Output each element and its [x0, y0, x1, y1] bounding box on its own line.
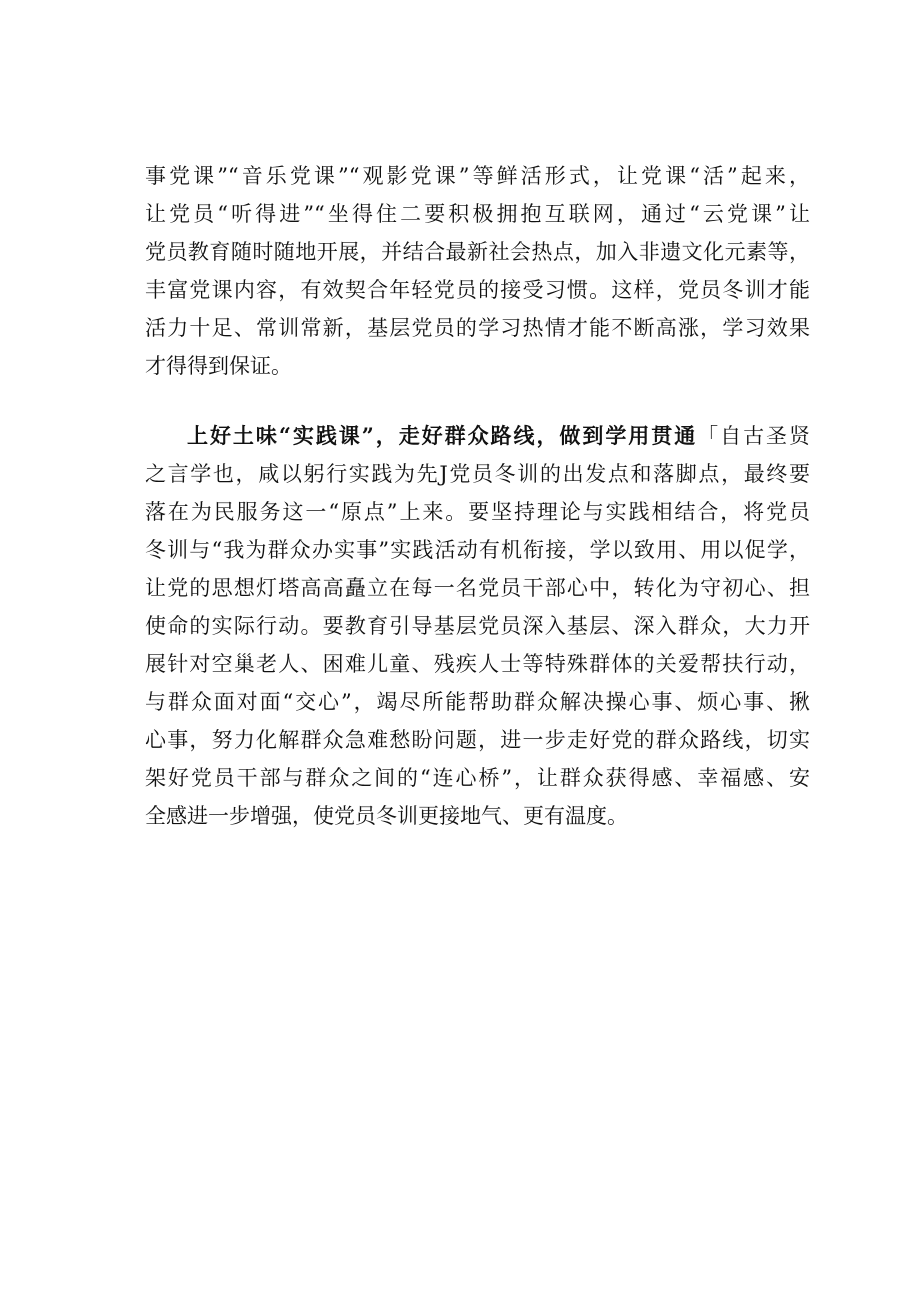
- paragraph-1-line-5: 活力十足、常训常新，基层党员的学习热情才能不断高涨，学习效果: [145, 316, 810, 340]
- paragraph-2: [145, 417, 810, 835]
- paragraph-2-line-5: 让党的思想灯塔高高矗立在每一名党员干部心中，转化为守初心、担: [145, 576, 810, 600]
- paragraph-2-line-11: 全感进一步增强，使党员冬训更接地气、更有温度。: [145, 804, 628, 828]
- paragraph-2-line-3: 落在为民服务这一“原点”上来。要坚持理论与实践相结合，将党员: [145, 500, 810, 524]
- paragraph-1-line-6: 才得得到保证。: [145, 354, 292, 378]
- paragraph-2-line-1-rest: 「自古圣贤: [697, 424, 810, 448]
- paragraph-1-line-4: 丰富党课内容，有效契合年轻党员的接受习惯。这样，党员冬训才能: [145, 278, 810, 302]
- paragraph-2-line-8: 与群众面对面“交心”，竭尽所能帮助群众解决操心事、烦心事、揪: [145, 690, 810, 714]
- paragraph-1-line-3: 党员教育随时随地开展，并结合最新社会热点，加入非遗文化元素等，: [145, 240, 810, 264]
- paragraph-1: [145, 157, 810, 385]
- paragraph-2-line-6: 使命的实际行动。要教育引导基层党员深入基层、深入群众，大力开: [145, 614, 810, 638]
- paragraph-2-line-4: 冬训与“我为群众办实事”实践活动有机衔接，学以致用、用以促学，: [145, 538, 810, 562]
- paragraph-1-line-1: 事党课”“音乐党课”“观影党课”等鲜活形式，让党课“活”起来，: [145, 164, 810, 188]
- paragraph-1-line-2: 让党员“听得进”“坐得住二要积极拥抱互联网，通过“云党课”让: [145, 202, 810, 226]
- section-heading: 上好土味“实践课”，走好群众路线，做到学用贯通: [187, 423, 698, 448]
- paragraph-2-line-2: 之言学也，咸以躬行实践为先J党员冬训的出发点和落脚点，最终要: [145, 462, 810, 486]
- paragraph-2-line-10: 架好党员干部与群众之间的“连心桥”，让群众获得感、幸福感、安: [145, 766, 810, 790]
- paragraph-2-line-7: 展针对空巢老人、困难儿童、残疾人士等特殊群体的关爱帮扶行动，: [145, 652, 810, 676]
- paragraph-2-line-9: 心事，努力化解群众急难愁盼问题，进一步走好党的群众路线，切实: [145, 728, 810, 752]
- paragraph-2-line-1: [145, 417, 810, 455]
